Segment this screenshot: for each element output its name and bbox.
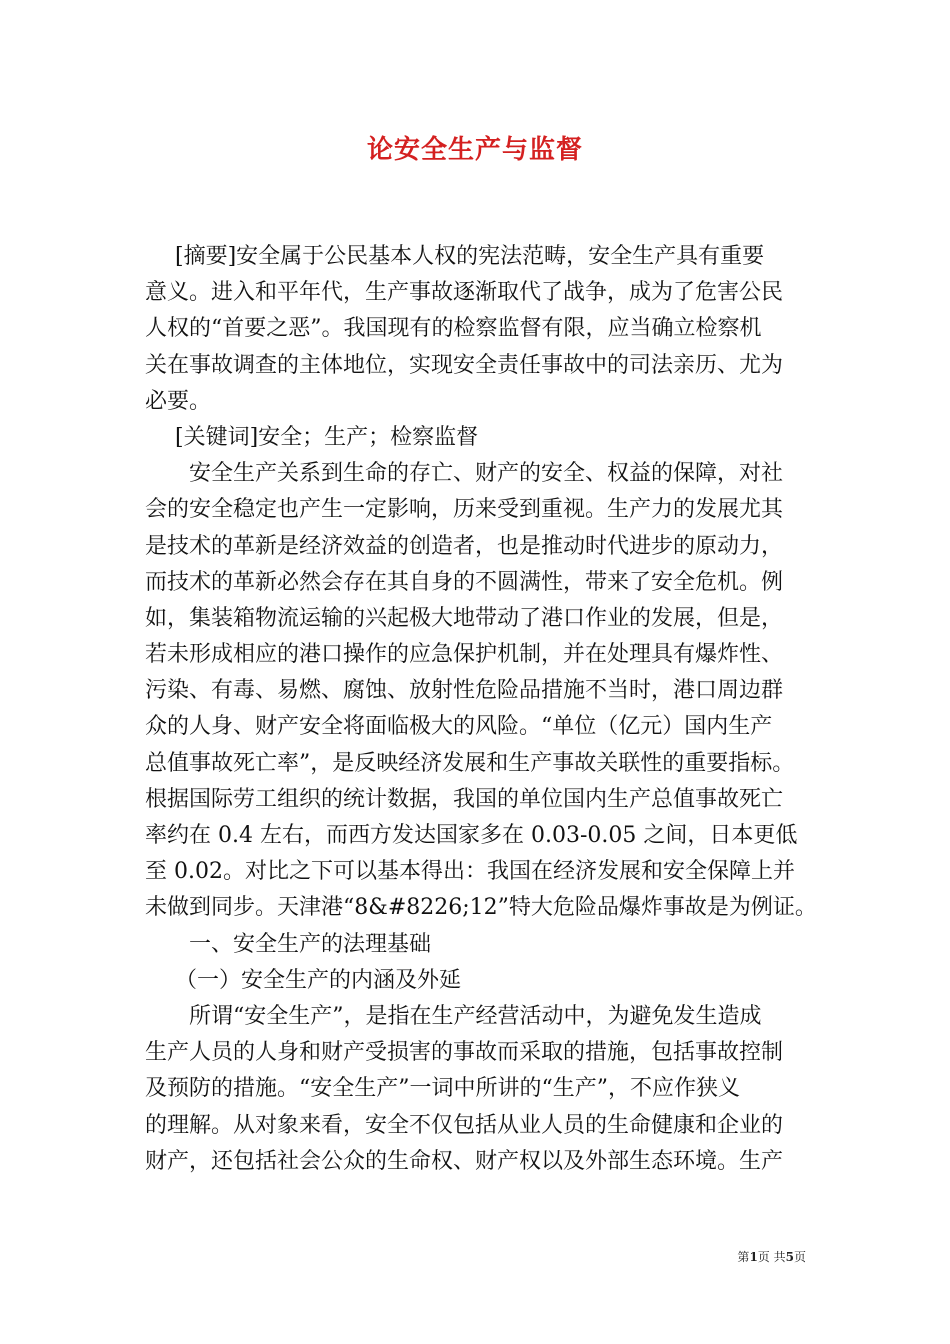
paragraph-line: 污染、有毒、易燃、腐蚀、放射性危险品措施不当时，港口周边群 xyxy=(145,678,784,704)
paragraph-line: 生产人员的人身和财产受损害的事故而采取的措施，包括事故控制 xyxy=(145,1040,784,1066)
abstract-line: 关在事故调查的主体地位，实现安全责任事故中的司法亲历、尤为 xyxy=(145,352,784,378)
paragraph-line: 是技术的革新是经济效益的创造者，也是推动时代进步的原动力， xyxy=(145,533,784,559)
paragraph-line: 会的安全稳定也产生一定影响，历来受到重视。生产力的发展尤其 xyxy=(145,497,784,523)
footer-total-pages: 5 xyxy=(785,1250,794,1264)
document-title: 论安全生产与监督 xyxy=(366,135,583,165)
paragraph-line: 财产，还包括社会公众的生命权、财产权以及外部生态环境。生产 xyxy=(145,1148,784,1174)
paragraph-line: 率约在 0.4 左右，而西方发达国家多在 0.03-0.05 之间，日本更低 xyxy=(145,823,798,848)
section-heading: 一、安全生产的法理基础 xyxy=(189,931,432,957)
footer-middle: 页 共 xyxy=(757,1250,786,1264)
paragraph-line: 而技术的革新必然会存在其自身的不圆满性，带来了安全危机。例 xyxy=(145,569,784,595)
paragraph-line: 至 0.02。对比之下可以基本得出：我国在经济发展和安全保障上并 xyxy=(145,859,795,885)
paragraph-line: 根据国际劳工组织的统计数据，我国的单位国内生产总值事故死亡 xyxy=(145,786,784,812)
footer-prefix: 第 xyxy=(737,1250,750,1264)
page-footer xyxy=(0,1249,806,1265)
abstract-line: 意义。进入和平年代，生产事故逐渐取代了战争，成为了危害公民 xyxy=(145,280,784,306)
paragraph-line: 未做到同步。天津港“8&#8226;12”特大危险品爆炸事故是为例证。 xyxy=(145,895,817,921)
abstract-line: [摘要]安全属于公民基本人权的宪法范畴，安全生产具有重要 xyxy=(175,244,765,269)
paragraph-line: 所谓“安全生产”，是指在生产经营活动中，为避免发生造成 xyxy=(189,1003,762,1029)
paragraph-line: 若未形成相应的港口操作的应急保护机制，并在处理具有爆炸性、 xyxy=(145,642,784,668)
subsection-heading: （一）安全生产的内涵及外延 xyxy=(175,967,462,993)
footer-page-number: 1 xyxy=(749,1250,758,1264)
paragraph-line: 总值事故死亡率”，是反映经济发展和生产事故关联性的重要指标。 xyxy=(145,750,795,776)
paragraph-line: 众的人身、财产安全将面临极大的风险。“单位（亿元）国内生产 xyxy=(145,714,773,740)
paragraph-line: 如，集装箱物流运输的兴起极大地带动了港口作业的发展，但是， xyxy=(145,605,784,631)
footer-suffix: 页 xyxy=(793,1250,806,1264)
keywords-line: [关键词]安全；生产；检察监督 xyxy=(175,424,479,450)
document-body xyxy=(145,239,817,1180)
abstract-line: 人权的“首要之恶”。我国现有的检察监督有限，应当确立检察机 xyxy=(145,316,762,342)
paragraph-line: 的理解。从对象来看，安全不仅包括从业人员的生命健康和企业的 xyxy=(145,1112,784,1138)
abstract-line: 必要。 xyxy=(145,388,212,414)
paragraph-line: 安全生产关系到生命的存亡、财产的安全、权益的保障，对社 xyxy=(189,461,784,487)
paragraph-line: 及预防的措施。“安全生产”一词中所讲的“生产”，不应作狭义 xyxy=(145,1076,740,1102)
